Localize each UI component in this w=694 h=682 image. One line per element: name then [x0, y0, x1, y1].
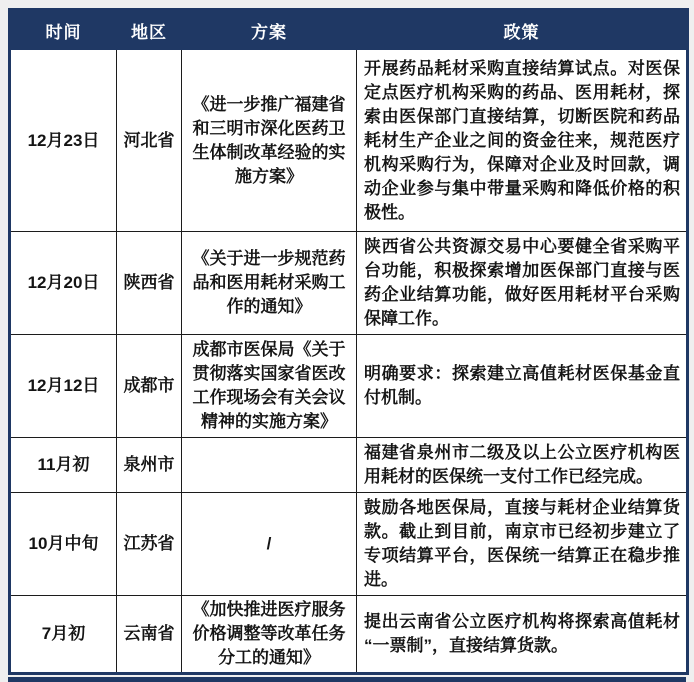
plan-cell [182, 438, 357, 493]
table-row [10, 493, 688, 596]
policy-cell: 开展药品耗材采购直接结算试点。对医保定点医疗机构采购的药品、医用耗材，探索由医保部门直接结算，切断医院和药品耗材生产企业之间的资金往来，规范医疗机构采购行为，保障对企业及时回款，调动企业参与集中带量采购和降低价格的积极性。 [357, 50, 688, 232]
policy-cell: 福建省泉州市二级及以上公立医疗机构医用耗材的医保统一支付工作已经完成。 [357, 438, 688, 493]
time-cell: 12月23日 [10, 50, 117, 232]
policy-cell: 提出云南省公立医疗机构将探索高值耗材“一票制”，直接结算货款。 [357, 596, 688, 674]
plan-cell: 成都市医保局《关于贯彻落实国家省医改工作现场会有关会议精神的实施方案》 [182, 335, 357, 438]
region-cell: 成都市 [117, 335, 182, 438]
table-row [10, 232, 688, 335]
policy-cell: 鼓励各地医保局，直接与耗材企业结算货款。截止到目前，南京市已经初步建立了专项结算平台，医保统一结算正在稳步推进。 [357, 493, 688, 596]
table-header [10, 10, 688, 50]
region-cell: 江苏省 [117, 493, 182, 596]
time-cell: 10月中旬 [10, 493, 117, 596]
plan-cell: 《关于进一步规范药品和医用耗材采购工作的通知》 [182, 232, 357, 335]
header-cell-plan: 方案 [182, 10, 357, 50]
header-cell-time: 时间 [10, 10, 117, 50]
region-cell: 陕西省 [117, 232, 182, 335]
region-cell: 云南省 [117, 596, 182, 674]
header-cell-policy: 政策 [357, 10, 688, 50]
time-cell: 12月20日 [10, 232, 117, 335]
time-cell: 11月初 [10, 438, 117, 493]
policy-cell: 明确要求：探索建立高值耗材医保基金直付机制。 [357, 335, 688, 438]
region-cell: 河北省 [117, 50, 182, 232]
time-cell: 12月12日 [10, 335, 117, 438]
plan-cell: 《加快推进医疗服务价格调整等改革任务分工的通知》 [182, 596, 357, 674]
table-row [10, 438, 688, 493]
policy-table [8, 8, 689, 675]
table-row [10, 596, 688, 674]
table-row [10, 50, 688, 232]
plan-cell: / [182, 493, 357, 596]
table-row [10, 335, 688, 438]
table-bottom-border [8, 677, 686, 682]
region-cell: 泉州市 [117, 438, 182, 493]
header-cell-region: 地区 [117, 10, 182, 50]
policy-cell: 陕西省公共资源交易中心要健全省采购平台功能，积极探索增加医保部门直接与医药企业结算功能，做好医用耗材平台采购保障工作。 [357, 232, 688, 335]
header-row [10, 10, 688, 50]
plan-cell: 《进一步推广福建省和三明市深化医药卫生体制改革经验的实施方案》 [182, 50, 357, 232]
time-cell: 7月初 [10, 596, 117, 674]
